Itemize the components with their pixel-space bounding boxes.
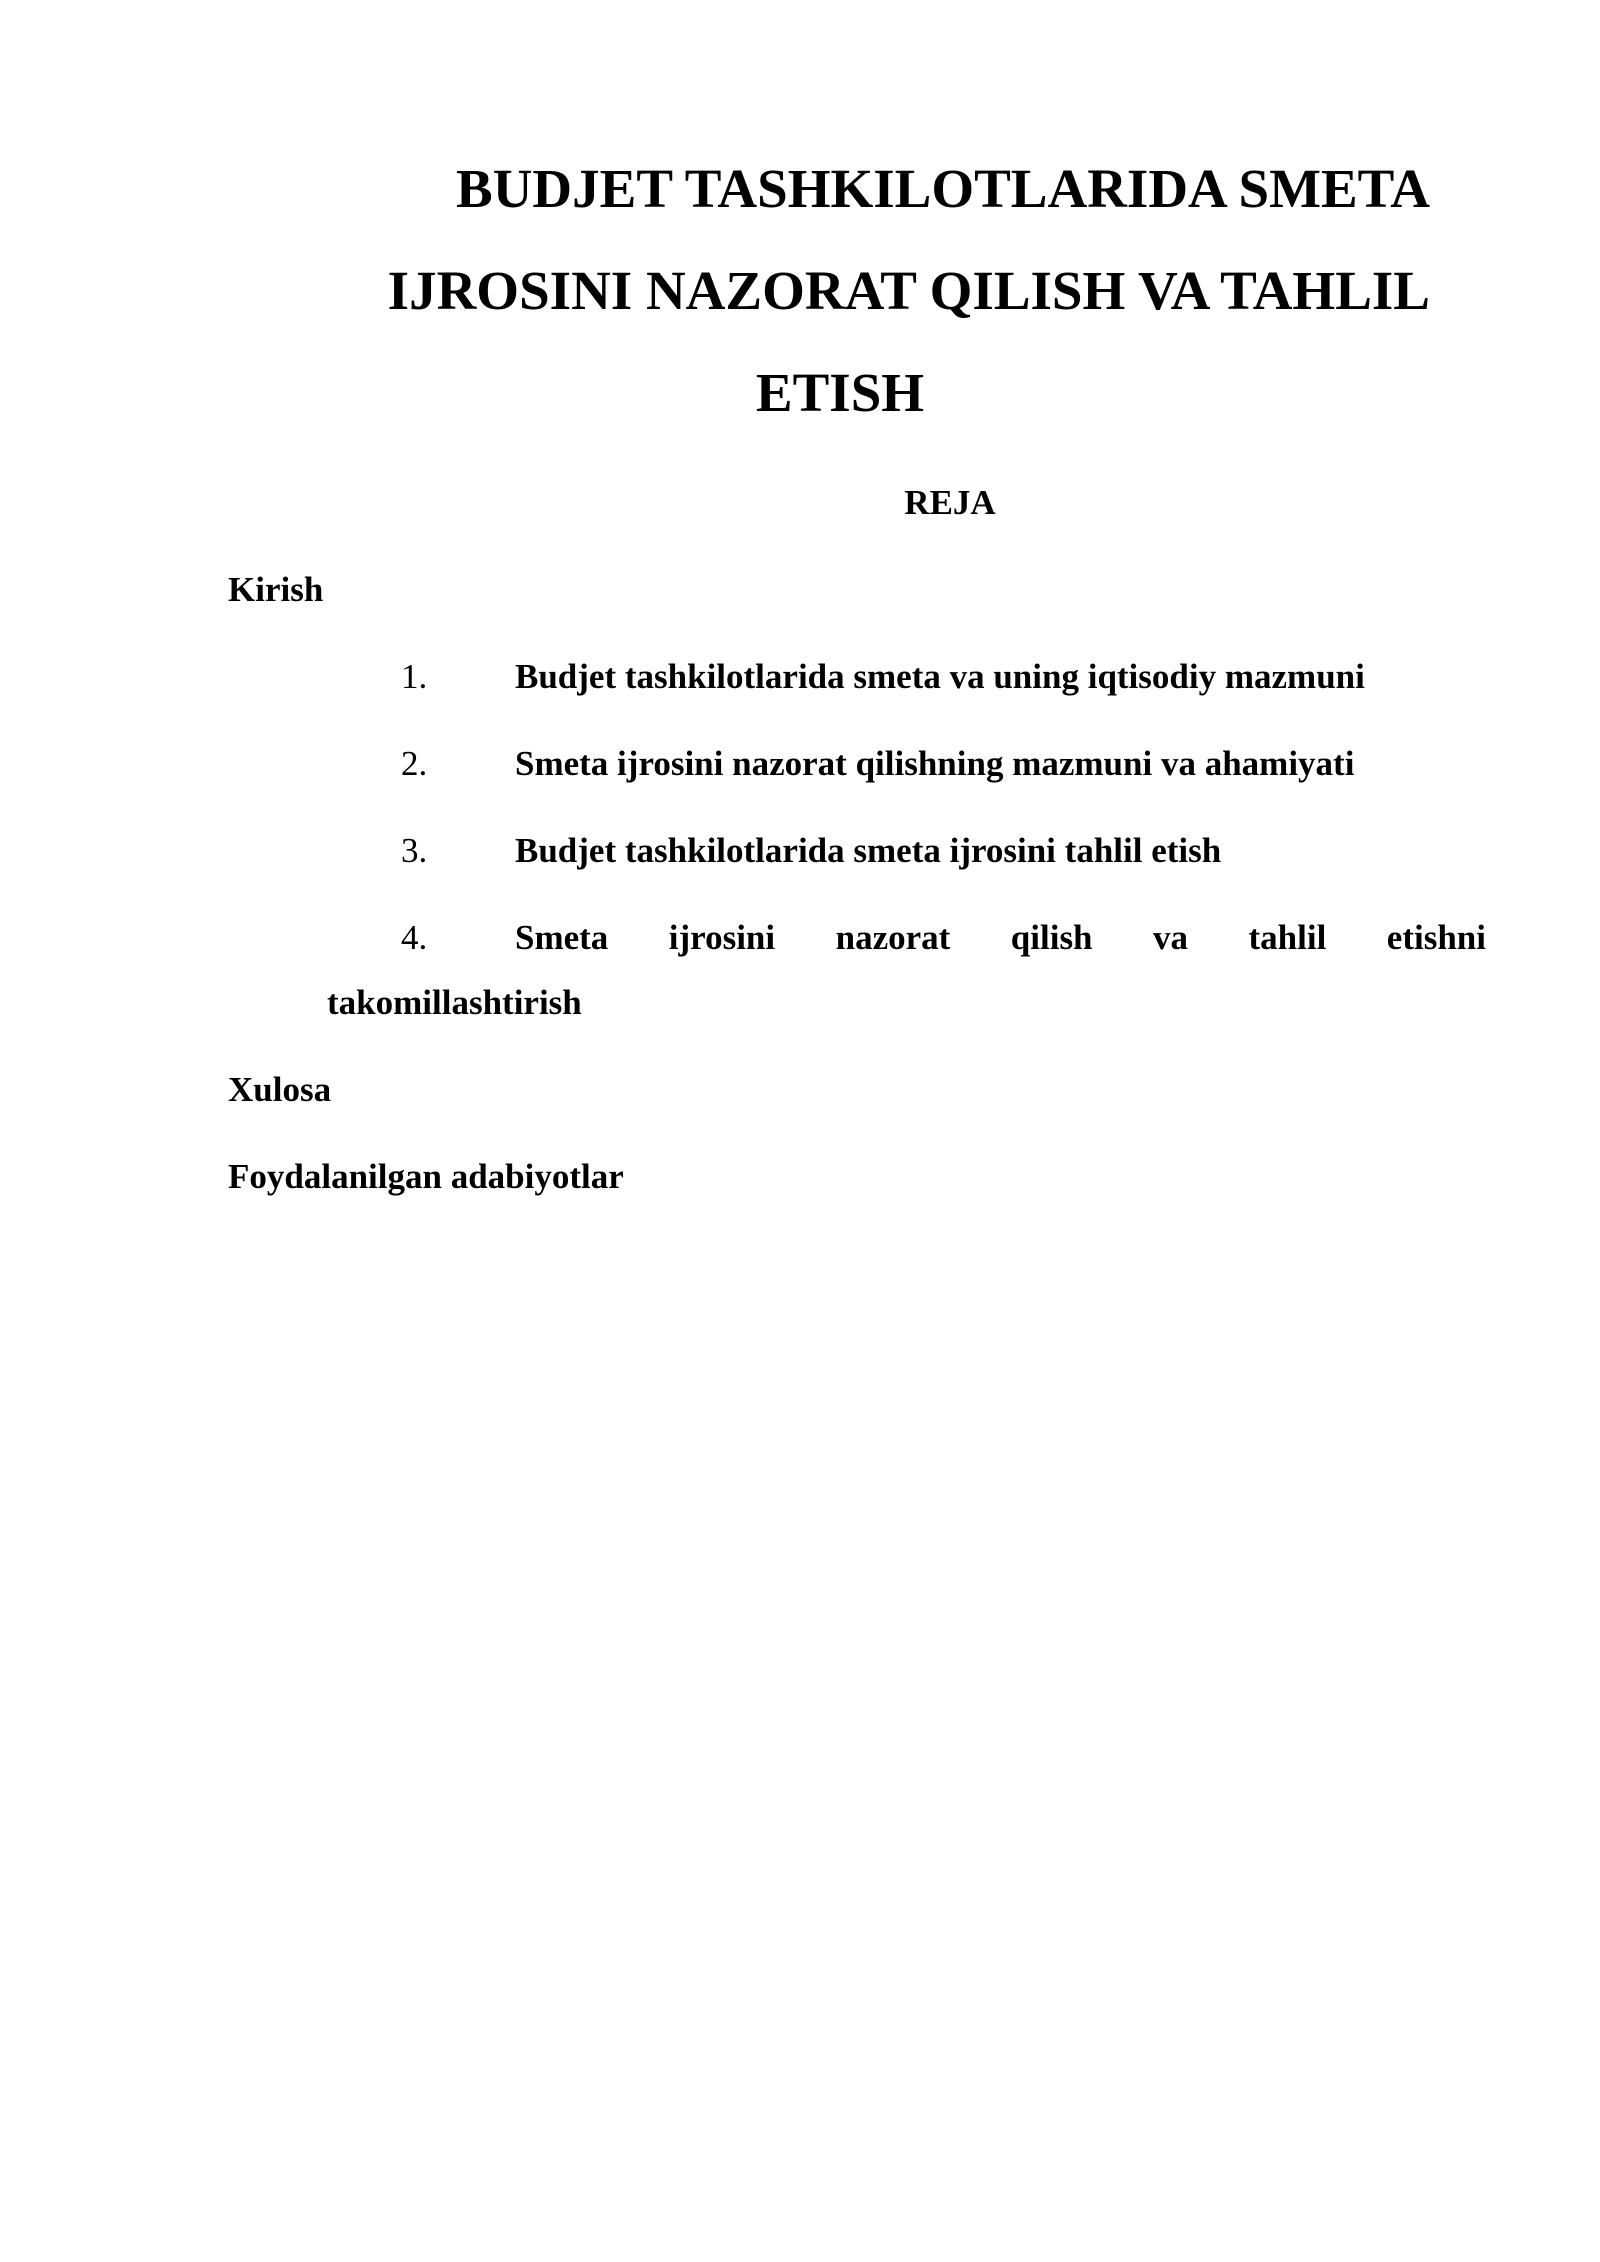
document-title — [250, 138, 1430, 444]
list-item-number: 1. — [401, 657, 428, 696]
references-heading: Foydalanilgan adabiyotlar — [228, 1157, 624, 1196]
list-item-text: Budjet tashkilotlarida smeta ijrosini tahlil etish — [515, 831, 1222, 870]
list-item-number: 2. — [401, 744, 428, 783]
plan-heading: REJA — [904, 483, 996, 522]
list-item-4-continuation: takomillashtirish — [327, 983, 582, 1022]
conclusion-heading: Xulosa — [228, 1070, 332, 1109]
title-line-2: IJROSINI NAZORAT QILISH VA TAHLIL — [387, 260, 1430, 321]
list-item-text: Smeta ijrosini nazorat qilish va tahlil etishni — [515, 918, 1486, 957]
list-item-text: Smeta ijrosini nazorat qilishning mazmuni va ahamiyati — [515, 744, 1355, 783]
title-line-1: BUDJET TASHKILOTLARIDA SMETA — [456, 158, 1430, 219]
list-item-text: Budjet tashkilotlarida smeta va uning iqtisodiy mazmuni — [515, 657, 1365, 696]
list-item-number: 3. — [401, 831, 428, 870]
title-line-3: ETISH — [755, 362, 925, 423]
list-item-number: 4. — [401, 918, 428, 957]
intro-heading: Kirish — [228, 570, 324, 609]
